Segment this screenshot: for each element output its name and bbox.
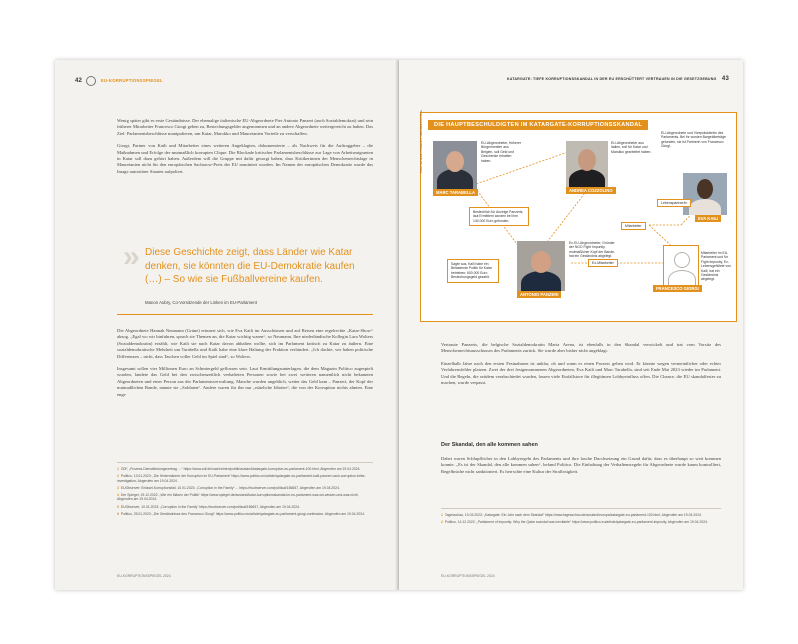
suspects-diagram [420,112,737,322]
relation-label: Ex-Mitarbeiter [588,259,618,267]
running-title: KATARGATE: TIEFE KORRUPTIONSSKANDAL IN DER EU ERSCHÜTTERT VERTRAUEN IN DIE GESETZGEBUNG [506,77,717,81]
name-label: ANDREA COZZOLINO [566,187,616,194]
footnote: 6 Politico, 25.01.2023: „Die Geständnisse des Francesco Giorgi“ https://www.politico.eu/article/qatargate-eu-parliament-giorgi-confession, Abgerufen am 19.04.2024. [117,511,365,516]
footnote: 2 Politico, 13.01.2023: „Die Hintermänner der Korruption im EU-Parlament“ https://www.politico.eu/article/qatargate-eu-parliament-kaili-panzeri-cash-corruption-bribe-investigation, Abgerufen am 19.04.2024. [117,474,366,483]
footnote: 2 Politico, 14.12.2022: „Parliament of impunity: Why the Qatar scandal was inevitable“ https://www.politico.eu/article/qatargate-eu-parliament-impunity, Abgerufen am 19.04.2024. [441,520,708,525]
quote-source: Manon Aubry, Co-Vorsitzende der Linken im EU-Parlament [145,300,257,305]
paragraph: Dabei waren Schlupflöcher in den Lobbyregeln des Parlaments und ihre lasche Durchsetzung ein Grund dafür, dass es überhaupt so weit kommen konnte. „Es ist der Skandal, den alle kommen sahen“, befand Politico. Die Einhaltung der Verhaltensregeln für Abgeordnete wurde kaum kontrolliert, Regelbrüche nicht sanktioniert. Es herrschte eine Kultur der Straflosigkeit. [441,456,721,474]
name-label: EVA KAILI [695,215,721,222]
page-number: 43 [721,76,729,82]
body-text-bottom [117,328,373,404]
footnote-divider [441,508,721,509]
body-text [441,342,721,392]
body-text-top [117,118,373,181]
paragraph: Vertraute Panzeris, die belgische Sozialdemokratin Maria Arena, ist ebenfalls in den Skandal verwickelt und trat vom Vorsitz des Menschenrechtsausschusses des Parlaments zurück. Sie wurde aber bisher nicht angeklagt. [441,342,721,354]
photo-andrea-cozzolino [566,141,608,187]
person-description: Ex-EU-Abgeordneter, Gründer der NGO Fight Impunity, mutmaßlicher Kopf der Bande, hat ein Geständnis abgelegt. [569,241,615,259]
photo-credit: Fotos: European Parliament, Wikimedia Commons [419,110,423,173]
footnote: 4 Der Spiegel, 19.12.2022: „Wie ein Mäzen der Politik“ https://www.spiegel.de/ausland/katar-korruptionsskandal-im-eu-parlament-was-wir-wissen-und-was-nicht, Abgerufen am 19.04.2024. [117,492,359,502]
person-description: Mitarbeiter im EU-Parlament und für Fight Impunity, Ex-Lebensgefährte von Kaili, hat ein Geständnis abgelegt. [701,251,731,282]
right-page-header [459,76,729,82]
footnote: 1 Tagesschau, 10.03.2023: „Katargate: Ein Jahr nach dem Skandal“ https://www.tagesschau.de/ausland/europa/katargate-eu-parlament-100.html, Abgerufen am 19.04.2024. [441,513,702,517]
paragraph: Die Abgeordnete Hannah Neumann (Grüne) erinnert sich, wie Eva Kaili im Ausschüssen und auf Reisen eine regelrechte „Katar-Show“ abzog. „Egal wo wir hinfuhren, sprach sie Themen an, die Katar wichtig waren“, so Neumann. Ihre niederländische Kollegin Lara Wolters (Sozialdemokratin) erzählt, wie Kaili sie nach Katar davon abhalten wollte, sich im Parlament kritisch zu Katar zu äußern. Eine sozialdemokratische Mehrheit um Tarabella und Kaili habe eine klare Haltung der Fraktion verhindert. „Ich dachte, wir haben politische Differenzen – nicht, dass Taschen voller Geld im Spiel sind“, so Wolters. [117,328,373,359]
left-page-header [75,76,163,86]
divider [117,314,373,315]
photo-marc-tarabella [433,141,477,189]
person-description: EU-Abgeordneter, früherer Bürgermeister aus Belgien, soll Geld und Geschenke erhalten haben. [481,141,521,163]
page-number: 42 [75,78,83,85]
footnotes [117,467,373,519]
person-description: EU-Abgeordnete und Vizepräsidentin des Parlaments. Bei ihr wurden Bargeldbeträge gefunden, sie ist Partnerin von Francesco Giorgi. [661,131,726,149]
relation-label: Mitarbeiter [621,222,646,230]
name-label: ANTONIO PANZERI [517,291,561,298]
footnotes [441,513,721,527]
page-footer: EU-KORRUPTIONSSPIEGEL 2024 [117,574,171,578]
footnote: 5 EUObserver, 10.01.2023: „Corruption in the Family“ https://euobserver.com/political/156657, Abgerufen am 19.04.2024. [117,504,300,509]
paragraph: Wenig später gibt es erste Geständnisse. Der ehemalige italienische EU-Abgeordnete Pier Antonio Panzeri (auch Sozialdemokrat) und sein früherer Mitarbeiter Francesco Giorgi geben zu, Bestechungsgelder angenommen und an andere Abgeordnete weitergereicht zu haben. Das Ziel: Parlamentsbeschlüsse manipulieren, um Katar, Marokko und Mauretanien Vorteile zu verschaffen. [117,118,373,136]
footnote: 3 EUObserver: Brüssel-Korruptionsfall, 10.01.2023: „Corruption in the Family“ ... https://euobserver.com/political/156657, Abgerufen am 19.04.2024. [117,485,340,490]
relation-label: Lebenspartner/in [657,199,691,207]
name-label: MARC TARABELLA [433,189,478,196]
body-text-2 [441,456,721,481]
publication-name: EU-KORRUPTIONSSPIEGEL [100,78,163,84]
paragraph: Insgesamt sollen vier Millionen Euro an Schmiergeld geflossen sein. Laut Ermittlungsunterlagen, die dem Magazin Politico zugespielt wurden, landete das Geld bei den zwischenzeitlich verhafteten Personen sowie bei zwei weiteren namentlich nicht bekannten Abgeordneten und einer Person aus der Parlamentsverwaltung. Manche wurden angeblich, weiter das Geld kam – Panzeri, der Kopf der mutmaßlichen Bande, nannte sie „Soldaten“. Andere waren für ihn nur „nützliche Idioten“, die von der Korruption nichts ahnten. Eine enge [117,366,373,397]
pull-quote: Diese Geschichte zeigt, dass Länder wie Katar denken, sie könnten die EU-Demokratie kaufen (…) – So wie sie Fußballvereine kaufen. [145,247,355,285]
callout-box: Bestechlich für Anzeige Panzeris, laut Ermittlern wurden bei ihm 140.000 Euro gefunden. [469,207,529,226]
footnote-divider [117,462,373,463]
person-description: EU-Abgeordneter aus Italien, soll für Katar und Marokko gearbeitet haben. [611,141,652,154]
diagram-title: DIE HAUPTBESCHULDIGTEN IM KATARGATE-KORRUPTIONSSKANDAL [428,120,648,130]
left-page [55,60,399,590]
paragraph: Einzelhalb Jahre nach den ersten Festnahmen ist unklar, ob und wann es einen Prozess geben wird. Er könnte wegen vermeintlicher oder echter Verfahrensfehler platzen. Zwei der drei festgenommenen Abgeordneten, Eva Kaili und Marc Tarabella, sind seit Ende Mai 2023 wieder im Parlament. Und die Regeln, die seitdem verabschiedet wurden, lassen viele Einfallstore für illegitimen Lobbyeinfluss offen. Die Chance, die EU skandalfester zu machen, wurde verpasst. [441,360,721,386]
section-subheading: Der Skandal, den alle kommen sahen [441,442,538,448]
right-page [399,60,743,590]
callout-box: Sagte aus, Kaili habe ein Belastende Politik für Katar betrieben; 600.000 Euro Bestechungsgeld gezahlt. [447,259,499,283]
page-footer: EU-KORRUPTIONSSPIEGEL 2024 [441,574,495,578]
photo-antonio-panzeri [517,241,565,291]
avatar-placeholder-icon [663,245,699,287]
photo-eva-kaili [683,173,727,215]
quote-mark-icon: » [123,240,140,273]
paragraph: Giorgi, Partner von Kaili und Mitarbeiter eines weiteren Angeklagten, dokumentierte – als Nachweis für die Auftraggeber – die Maßnahmen und Erfolge der mutmaßlich korrupten Clique. Die Blockade kritischer Parlamentsbeschlüsse zur Lage von Arbeitsmigranten in Katar soll dazu gehört haben. Außerdem will die Gruppe mit dafür gesorgt haben, dass Kritikerinnen der Menschenrechtslage in Mauretanien nicht für den europäischen Sacharow-Preis der EU nominiert wurden. Im Namen der europäischen Demokratie wurde das Image autoritärer Staaten aufpoliert. [117,143,373,174]
name-label: FRANCESCO GIORGI [653,285,702,292]
footnote: 1 ZDF, „Prozess Dienstleistungsvertrag ... “ https://www.zdf.de/nachrichten/politik/ausland/katargate-korruption-eu-parlament-100.html, Abgerufen am 19.04.2024. [117,467,361,471]
publisher-logo-icon [86,76,96,86]
